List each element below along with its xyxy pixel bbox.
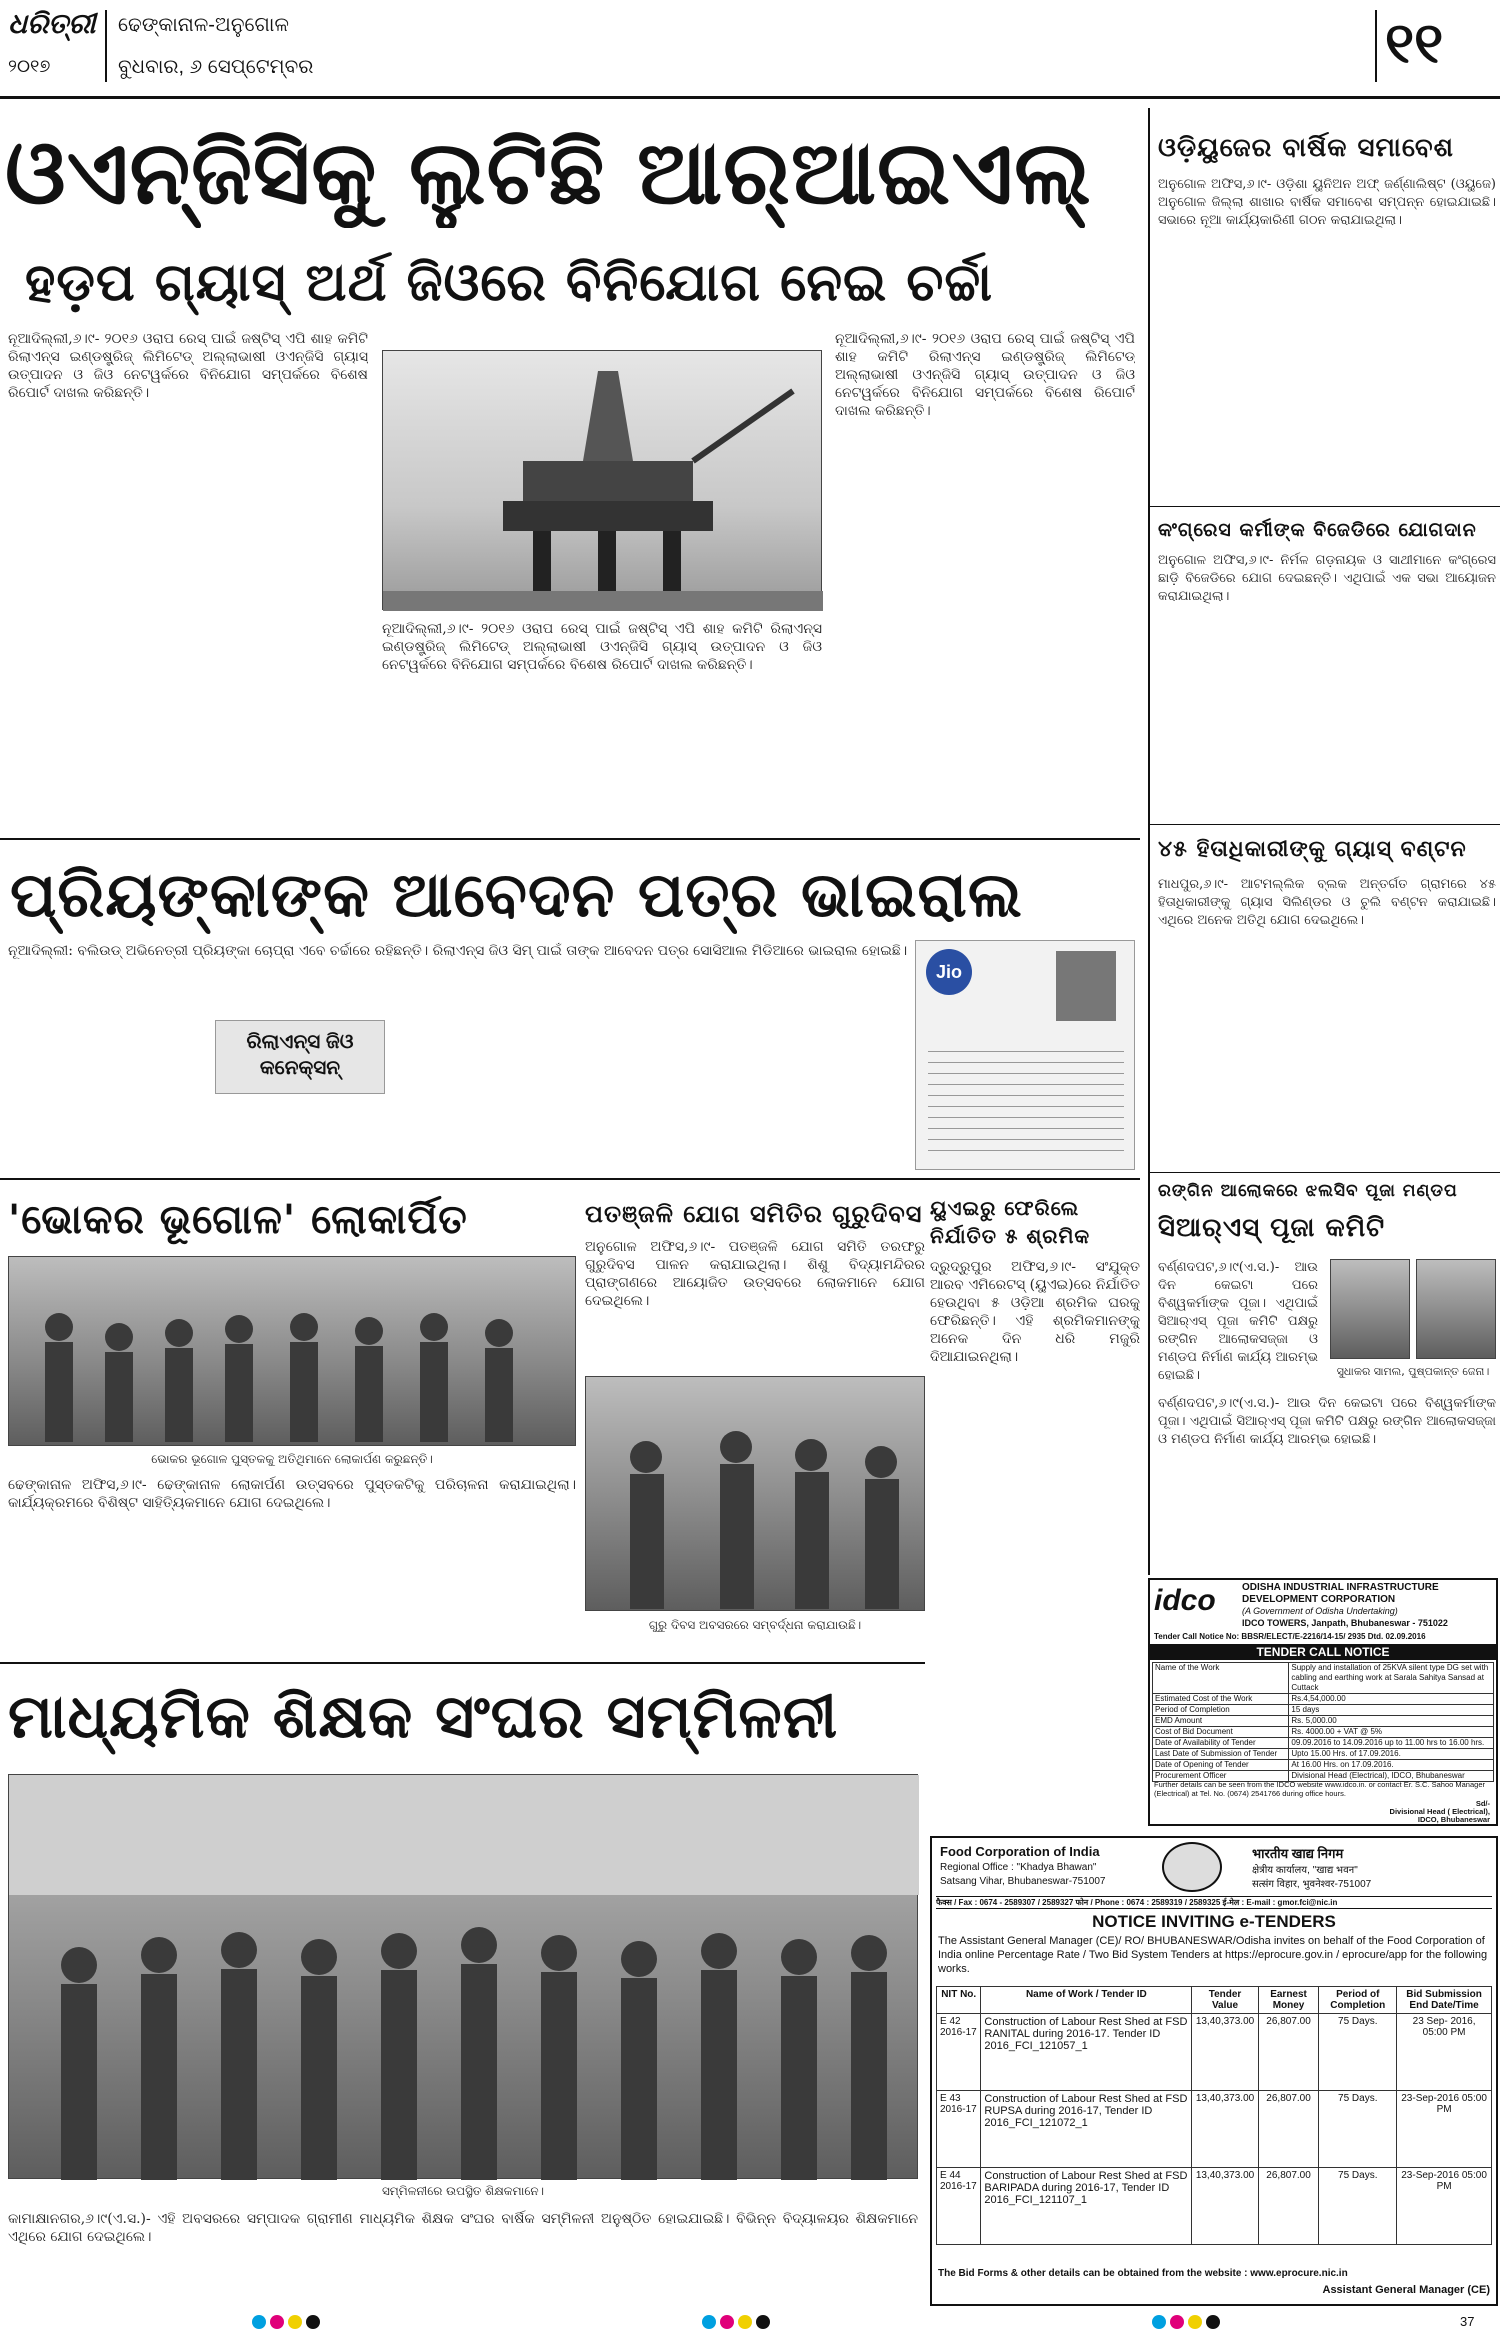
patanjali-photo: [585, 1376, 925, 1611]
uae-headline: [930, 1194, 1140, 1250]
idco-field-label: Last Date of Submission of Tender: [1153, 1749, 1289, 1760]
fci-column-header: Earnest Money: [1258, 1987, 1319, 2014]
fci-cell: E 42 2016-17: [937, 2014, 981, 2091]
puja-story: [1148, 1255, 1498, 1575]
fci-cell: 75 Days.: [1319, 2168, 1397, 2245]
fci-column-header: Name of Work / Tender ID: [981, 1987, 1192, 2014]
priyanka-headline: ପ୍ରିୟଙ୍କାଙ୍କ ଆବେଦନ ପତ୍ର ଭାଇରାଲ: [10, 858, 1023, 931]
bhokar-caption: ଭୋକର ଭୂଗୋଳ ପୁସ୍ତକକୁ ଅତିଥିମାନେ ଲୋକାର୍ପଣ କରୁଛନ୍ତି।: [151, 1452, 433, 1466]
fci-column-header: NIT No.: [937, 1987, 981, 2014]
jio-application-form: [915, 940, 1135, 1170]
idco-org: ODISHA INDUSTRIAL INFRASTRUCTURE DEVELOPMENT CORPORATION: [1242, 1582, 1439, 1605]
idco-field-label: Cost of Bid Document: [1153, 1727, 1289, 1738]
idco-footer-text: Further details can be seen from the IDCO website www.idco.in. or contact Er. S.C. Sahoo Manager (Electrical) at Tel. No. (0674) 2541766 during office hours.: [1154, 1780, 1485, 1798]
fci-row: [937, 2168, 1492, 2245]
masthead: [0, 0, 1500, 105]
idco-title: TENDER CALL NOTICE: [1150, 1644, 1496, 1660]
oil-rig-illustration: [383, 351, 823, 611]
idco-row: [1153, 1663, 1494, 1694]
puja-headline: ସିଆର୍‌ଏସ୍ ପୂଜା କମିଟି: [1158, 1213, 1386, 1243]
fci-cell: 23-Sep-2016 05:00 PM: [1397, 2168, 1492, 2245]
patanjali-people: [586, 1377, 926, 1612]
idco-field-value: Supply and installation of 25KVA silent type DG set with cabling and earthing work at Sarala Sahitya Sansad at Cuttack: [1289, 1663, 1494, 1694]
idco-field-value: Rs. 4000.00 + VAT @ 5%: [1289, 1727, 1494, 1738]
idco-field-label: EMD Amount: [1153, 1716, 1289, 1727]
idco-address: IDCO TOWERS, Janpath, Bhubaneswar - 751022: [1242, 1618, 1448, 1628]
idco-field-value: 15 days: [1289, 1705, 1494, 1716]
jio-connection-label: ରିଲାଏନ୍ସ ଜିଓ କନେକ୍ସନ୍: [246, 1031, 354, 1079]
idco-sub: (A Government of Odisha Undertaking): [1242, 1606, 1398, 1616]
jio-logo: Jio: [926, 949, 972, 995]
idco-row: [1153, 1749, 1494, 1760]
fci-column-header: Period of Completion: [1319, 1987, 1397, 2014]
priyanka-bottom-rule: [0, 1178, 1140, 1180]
masthead-rule: [0, 96, 1500, 99]
idco-field-label: Name of the Work: [1153, 1663, 1289, 1694]
fci-row: [937, 2091, 1492, 2168]
lead-story: [0, 108, 1140, 843]
fci-cell: E 44 2016-17: [937, 2168, 981, 2245]
lead-body-col3: ନୂଆଦିଲ୍ଲୀ,୬।୯- ୨୦୧୬ ଓରାପ ରେସ୍ ପାଇଁ ଜଷ୍ଟିସ୍ ଏପି ଶାହ କମିଟି ରିଲାଏନ୍ସ ଇଣ୍ଡଷ୍ଟ୍ରିଜ୍ ଲିମିଟେଡ୍ ଅଲ୍ଲାଭାଷୀ ଓଏନ୍‌ଜିସି ଗ୍ୟାସ୍ ଉତ୍ପାଦନ ଓ ଜିଓ ନେଟୱର୍କରେ ବିନିଯୋଗ ସମ୍ପର୍କରେ ବିଶେଷ ରିପୋର୍ଟ ଦାଖଲ କରିଛନ୍ତି।: [835, 331, 1135, 419]
fci-cell: E 43 2016-17: [937, 2091, 981, 2168]
priyanka-body: ନୂଆଦିଲ୍ଲୀ: ବଲିଉଡ୍ ଅଭିନେତ୍ରୀ ପ୍ରିୟଙ୍କା ଚୋପ୍ରା ଏବେ ଚର୍ଚ୍ଚାରେ ରହିଛନ୍ତି। ରିଲାଏନ୍ସ ଜିଓ ସିମ୍ ପାଇଁ ତାଙ୍କ ଆବେଦନ ପତ୍ର ସୋସିଆଲ ମିଡିଆରେ ଭାଇରାଲ ହୋଇଛି।: [8, 943, 908, 959]
puja-photo-1: [1330, 1259, 1410, 1359]
idco-field-value: Rs.4,54,000.00: [1289, 1694, 1494, 1705]
fci-cell: 23 Sep- 2016, 05:00 PM: [1397, 2014, 1492, 2091]
fci-emblem: [1162, 1842, 1222, 1892]
puja-body-left: ବର୍ଣ୍ଣଦପଟ,୬।୯(ଏ.ସ.)- ଆଉ ଦିନ କେଇଟା ପରେ ବିଶ୍ୱକର୍ମାଙ୍କ ପୂଜା। ଏଥିପାଇଁ ସିଆର୍‌ଏସ୍ ପୂଜା କମିଟି ପକ୍ଷରୁ ରଙ୍ଗିନ ଆଲୋକସଜ୍ଜା ଓ ମଣ୍ଡପ ନିର୍ମାଣ କାର୍ଯ୍ୟ ଆରମ୍ଭ ହୋଇଛି।: [1158, 1260, 1318, 1383]
idco-row: [1153, 1694, 1494, 1705]
fci-signature: Assistant General Manager (CE): [1322, 2284, 1490, 2296]
idco-call-no: Tender Call Notice No: BBSR/ELECT/E-2216/14-15/ 2935 Dtd. 02.09.2016: [1154, 1632, 1426, 1641]
puja-body-lower: ବର୍ଣ୍ଣଦପଟ,୬।୯(ଏ.ସ.)- ଆଉ ଦିନ କେଇଟା ପରେ ବିଶ୍ୱକର୍ମାଙ୍କ ପୂଜା। ଏଥିପାଇଁ ସିଆର୍‌ଏସ୍ ପୂଜା କମିଟି ପକ୍ଷରୁ ରଙ୍ଗିନ ଆଲୋକସଜ୍ଜା ଓ ମଣ୍ଡପ ନିର୍ମାଣ କାର୍ଯ୍ୟ ଆରମ୍ଭ ହୋଇଛି।: [1158, 1396, 1496, 1447]
puja-photo-2: [1416, 1259, 1496, 1359]
idco-row: [1153, 1716, 1494, 1727]
teachers-group: [9, 1775, 919, 2180]
uae-story: [930, 1186, 1140, 1771]
gas-rule: [1150, 1172, 1500, 1173]
fci-cell: 26,807.00: [1258, 2091, 1319, 2168]
idco-field-value: At 16.00 Hrs. on 17.09.2016.: [1289, 1760, 1494, 1771]
lead-subhead: ହଡ଼ପ ଗ୍ୟାସ୍ ଅର୍ଥ ଜିଓରେ ବିନିଯୋଗ ନେଇ ଚର୍ଚ୍ଚା: [25, 253, 994, 313]
fci-cell: Construction of Labour Rest Shed at FSD RANITAL during 2016-17. Tender ID 2016_FCI_121057_1: [981, 2014, 1192, 2091]
fci-cell: 13,40,373.00: [1192, 2014, 1258, 2091]
teachers-headline: ମାଧ୍ୟମିକ ଶିକ୍ଷକ ସଂଘର ସମ୍ମିଳନୀ: [8, 1682, 839, 1752]
idco-field-label: Estimated Cost of the Work: [1153, 1694, 1289, 1705]
congress-headline: କଂଗ୍ରେସ କର୍ମୀଙ୍କ ବିଜେଡିରେ ଯୋଗଦାନ: [1158, 519, 1477, 541]
teachers-body: କାମାକ୍ଷାନଗର,୬।୯(ଏ.ସ.)- ଏହି ଅବସରରେ ସମ୍ପାଦକ ଗ୍ରାମୀଣ ମାଧ୍ୟମିକ ଶିକ୍ଷକ ସଂଘର ବାର୍ଷିକ ସମ୍ମିଳନୀ ଅନୁଷ୍ଠିତ ହୋଇଯାଇଛି। ବିଭିନ୍ନ ବିଦ୍ୟାଳୟର ଶିକ୍ଷକମାନେ ଏଥିରେ ଯୋଗ ଦେଇଥିଲେ।: [8, 2211, 918, 2245]
fci-cell: 75 Days.: [1319, 2014, 1397, 2091]
paper-logo: ଧରିତ୍ରୀ: [8, 8, 96, 39]
patanjali-headline: ପତଞ୍ଜଳି ଯୋଗ ସମିତିର ଗୁରୁଦିବସ: [585, 1200, 923, 1228]
fci-hindi-org: भारतीय खाद्य निगम: [1252, 1846, 1344, 1861]
idco-field-label: Period of Completion: [1153, 1705, 1289, 1716]
idco-field-label: Date of Opening of Tender: [1153, 1760, 1289, 1771]
patanjali-story: [585, 1186, 925, 1656]
page-footer: [0, 2312, 1500, 2335]
oyfc-headline: ଓଡ଼ିୟୁଜେର ବାର୍ଷିକ ସମାବେଶ: [1158, 133, 1454, 163]
idco-field-label: Date of Availability of Tender: [1153, 1738, 1289, 1749]
edition-name: ଢେଙ୍କାନାଳ-ଅନୁଗୋଳ: [118, 14, 289, 36]
form-lines: [928, 1041, 1124, 1151]
gas-body: ମାଧପୁର,୬।୯- ଆଟମଲ୍ଲିକ ବ୍ଲକ ଅନ୍ତର୍ଗତ ଗ୍ରାମରେ ୪୫ ହିତାଧିକାରୀଙ୍କୁ ଗ୍ୟାସ ସିଲିଣ୍ଡର ଓ ଚୁଲି ବଣ୍ଟନ କରାଯାଇଛି। ଏଥିରେ ଅନେକ ଅତିଥି ଯୋଗ ଦେଇଥିଲେ।: [1158, 877, 1496, 928]
priyanka-story: [0, 850, 1140, 1180]
jio-connection-box: [215, 1020, 385, 1094]
bhokar-photo: [8, 1256, 576, 1446]
fci-row: [937, 2014, 1492, 2091]
fci-hindi-office: क्षेत्रीय कार्यालय, "खाद्य भवन": [1252, 1865, 1358, 1876]
edition-year: ୨୦୧୭: [8, 56, 51, 76]
registration-marks-2: [700, 2314, 772, 2333]
teachers-top-rule: [0, 1662, 925, 1664]
masthead-divider: [105, 10, 107, 82]
oil-rig-photo: [382, 350, 822, 610]
fci-hindi-address: सत्संग विहार, भुवनेश्वर-751007: [1252, 1879, 1372, 1890]
idco-field-value: Divisional Head (Electrical), IDCO, Bhubaneswar: [1289, 1771, 1494, 1782]
masthead-divider-right: [1375, 10, 1377, 82]
idco-row: [1153, 1760, 1494, 1771]
oyfc-body: ଅନୁଗୋଳ ଅଫିସ,୬।୯- ଓଡ଼ିଶା ୟୁନିଅନ ଅଫ୍ ଜର୍ଣ୍ଣାଲିଷ୍ଟ (ଓୟୁଜେ) ଅନୁଗୋଳ ଜିଲ୍ଲା ଶାଖାର ବାର୍ଷିକ ସମାବେଶ ସମ୍ପନ୍ନ ହୋଇଯାଇଛି। ସଭାରେ ନୂଆ କାର୍ଯ୍ୟକାରିଣୀ ଗଠନ କରାଯାଇଥିଲା।: [1158, 177, 1496, 228]
idco-table: [1152, 1662, 1494, 1782]
lead-body-col1: ନୂଆଦିଲ୍ଲୀ,୬।୯- ୨୦୧୬ ଓରାପ ରେସ୍ ପାଇଁ ଜଷ୍ଟିସ୍ ଏପି ଶାହ କମିଟି ରିଲାଏନ୍ସ ଇଣ୍ଡଷ୍ଟ୍ରିଜ୍ ଲିମିଟେଡ୍ ଅଲ୍ଲାଭାଷୀ ଓଏନ୍‌ଜିସି ଗ୍ୟାସ୍ ଉତ୍ପାଦନ ଓ ଜିଓ ନେଟୱର୍କରେ ବିନିଯୋଗ ସମ୍ପର୍କରେ ବିଶେଷ ରିପୋର୍ଟ ଦାଖଲ କରିଛନ୍ତି।: [8, 331, 368, 401]
fci-cell: Construction of Labour Rest Shed at FSD RUPSA during 2016-17, Tender ID 2016_FCI_121072_1: [981, 2091, 1192, 2168]
form-photo: [1056, 951, 1116, 1021]
teachers-photo: [8, 1774, 918, 2179]
fci-column-header: Bid Submission End Date/Time: [1397, 1987, 1492, 2014]
fci-footer: The Bid Forms & other details can be obtained from the website : www.eprocure.nic.in: [938, 2268, 1348, 2279]
fci-cell: 23-Sep-2016 05:00 PM: [1397, 2091, 1492, 2168]
fci-address: Satsang Vihar, Bhubaneswar-751007: [940, 1876, 1106, 1887]
page-number: ୧୧: [1385, 11, 1444, 74]
idco-tender-ad: [1148, 1578, 1498, 1826]
idco-signature2: Divisional Head ( Electrical),: [1389, 1807, 1490, 1816]
fci-intro: The Assistant General Manager (CE)/ RO/ BHUBANESWAR/Odisha invites on behalf of the Food Corporation of India online Percentage Rate / Two Bid System Tenders at https://eprocure.gov.in / eprocure/app for the following works.: [938, 1935, 1488, 1975]
idco-logo: idco: [1154, 1584, 1216, 1617]
idco-field-value: Rs. 5,000.00: [1289, 1716, 1494, 1727]
teachers-caption: ସମ୍ମିଳନୀରେ ଉପସ୍ଥିତ ଶିକ୍ଷକମାନେ।: [381, 2184, 545, 2198]
fci-title: NOTICE INVITING e-TENDERS: [1092, 1912, 1336, 1931]
idco-signature1: Sd/-: [1475, 1799, 1490, 1808]
idco-field-value: Upto 15.00 Hrs. of 17.09.2016.: [1289, 1749, 1494, 1760]
uae-headline-text: ୟୁଏଇରୁ ଫେରିଲେ ନିର୍ଯାତିତ ୫ ଶ୍ରମିକ: [930, 1196, 1091, 1248]
patanjali-caption: ଗୁରୁ ଦିବସ ଅବସରରେ ସମ୍ବର୍ଦ୍ଧନା କରାଯାଉଛି।: [648, 1618, 862, 1632]
fci-cell: 26,807.00: [1258, 2014, 1319, 2091]
idco-field-value: 09.09.2016 to 14.09.2016 up to 11.00 hrs to 16.00 hrs.: [1289, 1738, 1494, 1749]
registration-marks: [250, 2314, 322, 2333]
fci-cell: 75 Days.: [1319, 2091, 1397, 2168]
lead-headline: ଓଏନ୍‌ଜିସିକୁ ଲୁଟିଛି ଆର୍‌ଆଇଏଲ୍: [5, 121, 1092, 224]
registration-marks-3: [1150, 2314, 1222, 2333]
folio: 37: [1460, 2314, 1475, 2329]
idco-row: [1153, 1727, 1494, 1738]
fci-cell: 13,40,373.00: [1192, 2091, 1258, 2168]
bhokar-headline: 'ଭୋକର ଭୂଗୋଳ' ଲୋକାର୍ପିତ: [8, 1197, 468, 1243]
idco-row: [1153, 1705, 1494, 1716]
fci-column-header: Tender Value: [1192, 1987, 1258, 2014]
fci-table: [936, 1986, 1492, 2245]
bhokar-people: [9, 1257, 577, 1447]
oyfc-rule: [1150, 506, 1500, 507]
patanjali-body: ଅନୁଗୋଳ ଅଫିସ,୬।୯- ପତଞ୍ଜଳି ଯୋଗ ସମିତି ତରଫରୁ ଗୁରୁଦିବସ ପାଳନ କରାଯାଇଥିଲା। ଶିଶୁ ବିଦ୍ୟାମନ୍ଦିରର ପ୍ରାଙ୍ଗଣରେ ଆୟୋଜିତ ଉତ୍ସବରେ ଲୋକମାନେ ଯୋଗ ଦେଇଥିଲେ।: [585, 1239, 925, 1309]
gas-headline: ୪୫ ହିତାଧିକାରୀଙ୍କୁ ଗ୍ୟାସ୍ ବଣ୍ଟନ: [1158, 837, 1467, 862]
bhokar-story: [0, 1186, 580, 1656]
fci-office: Regional Office : "Khadya Bhawan": [940, 1862, 1097, 1873]
congress-rule: [1150, 824, 1500, 825]
fci-cell: Construction of Labour Rest Shed at FSD BARIPADA during 2016-17, Tender ID 2016_FCI_121107_1: [981, 2168, 1192, 2245]
issue-date: ବୁଧବାର, ୬ ସେପ୍ଟେମ୍ବର: [118, 56, 314, 78]
uae-body: ଦ୍ରୁଦ୍ରୁପୁର ଅଫିସ,୬।୯- ସଂଯୁକ୍ତ ଆରବ ଏମିରେଟସ୍ (ୟୁଏଇ)ରେ ନିର୍ଯାତିତ ହେଉଥିବା ୫ ଓଡ଼ିଆ ଶ୍ରମିକ ଘରକୁ ଫେରିଛନ୍ତି। ଏହି ଶ୍ରମିକମାନଙ୍କୁ ଅନେକ ଦିନ ଧରି ମଜୁରି ଦିଆଯାଇନଥିଲା।: [930, 1259, 1140, 1365]
congress-body: ଅନୁଗୋଳ ଅଫିସ,୬।୯- ନିର୍ମଳ ଗଡ଼ନାୟକ ଓ ସାଥୀମାନେ କଂଗ୍ରେସ ଛାଡ଼ି ବିଜେଡିରେ ଯୋଗ ଦେଇଛନ୍ତି। ଏଥିପାଇଁ ଏକ ସଭା ଆୟୋଜନ କରାଯାଇଥିଲା।: [1158, 553, 1496, 604]
idco-field-label: Procurement Officer: [1153, 1771, 1289, 1782]
puja-caption: ସୁଧାକର ସାମଲ, ପୁଷ୍ପକାନ୍ତ ଜେନା।: [1336, 1365, 1490, 1378]
lead-bottom-rule: [0, 838, 1140, 840]
puja-kicker: ରଙ୍ଗିନ ଆଲୋକରେ ଝଲସିବ ପୂଜା ମଣ୍ଡପ: [1158, 1181, 1458, 1201]
idco-signature3: IDCO, Bhubaneswar: [1417, 1815, 1490, 1824]
fci-org: Food Corporation of India: [940, 1844, 1100, 1859]
fci-tender-ad: [930, 1836, 1498, 2306]
teachers-story: [0, 1662, 925, 2327]
fci-cell: 13,40,373.00: [1192, 2168, 1258, 2245]
bhokar-body: ଢେଙ୍କାନାଳ ଅଫିସ,୬।୯- ଢେଙ୍କାନାଳ ଲୋକାର୍ପଣ ଉତ୍ସବରେ ପୁସ୍ତକଟିକୁ ପରିଚାଳନା କରାଯାଇଥିଲା। କାର୍ଯ୍ୟକ୍ରମରେ ବିଶିଷ୍ଟ ସାହିତ୍ୟିକମାନେ ଯୋଗ ଦେଇଥିଲେ।: [8, 1477, 576, 1511]
lead-body-col2: ନୂଆଦିଲ୍ଲୀ,୬।୯- ୨୦୧୬ ଓରାପ ରେସ୍ ପାଇଁ ଜଷ୍ଟିସ୍ ଏପି ଶାହ କମିଟି ରିଲାଏନ୍ସ ଇଣ୍ଡଷ୍ଟ୍ରିଜ୍ ଲିମିଟେଡ୍ ଅଲ୍ଲାଭାଷୀ ଓଏନ୍‌ଜିସି ଗ୍ୟାସ୍ ଉତ୍ପାଦନ ଓ ଜିଓ ନେଟୱର୍କରେ ବିନିଯୋଗ ସମ୍ପର୍କରେ ବିଶେଷ ରିପୋର୍ଟ ଦାଖଲ କରିଛନ୍ତି।: [382, 621, 822, 673]
fci-cell: 26,807.00: [1258, 2168, 1319, 2245]
idco-row: [1153, 1738, 1494, 1749]
fci-contact: फैक्स / Fax : 0674 - 2589307 / 2589327 फोन / Phone : 0674 : 2589319 / 2589325 ई-मेल : E-mail : gmor.fci@nic.in: [936, 1896, 1492, 1909]
right-column: [1148, 108, 1498, 1278]
